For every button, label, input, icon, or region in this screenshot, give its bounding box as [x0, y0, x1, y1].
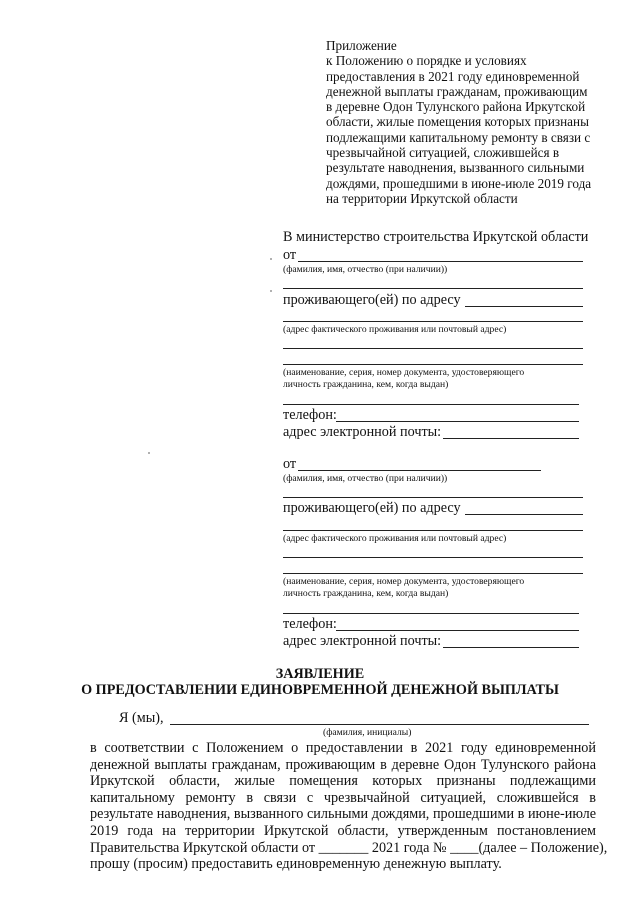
name-field[interactable] [298, 261, 583, 262]
appendix-line: результате наводнения, вызванного сильными [326, 160, 585, 176]
document-hint: (наименование, серия, номер документа, удостоверяющего [283, 367, 525, 378]
email-field[interactable] [443, 438, 579, 439]
appendix-line: предоставления в 2021 году единовременной [326, 68, 580, 84]
residing-label: проживающего(ей) по адресу [283, 292, 461, 308]
document-field-line3[interactable] [283, 613, 579, 614]
document-field-line3[interactable] [283, 404, 579, 405]
from-label: от [283, 456, 297, 472]
statement-subtitle: О ПРЕДОСТАВЛЕНИИ ЕДИНОВРЕМЕННОЙ ДЕНЕЖНОЙ ВЫПЛАТЫ [81, 682, 559, 698]
name-hint: (фамилия, имя, отчество (при наличии)) [283, 264, 448, 275]
appendix-line: денежной выплаты гражданам, проживающим [326, 83, 588, 99]
we-hint: (фамилия, инициалы) [323, 727, 412, 738]
we-name-field[interactable] [170, 724, 589, 725]
name-field-line2[interactable] [283, 497, 583, 498]
statement-title: ЗАЯВЛЕНИЕ [275, 666, 365, 682]
document-field[interactable] [283, 557, 583, 558]
phone-label: телефон: [283, 407, 337, 423]
address-hint: (адрес фактического проживания или почтовый адрес) [283, 324, 507, 335]
residing-label: проживающего(ей) по адресу [283, 500, 461, 516]
email-label: адрес электронной почты: [283, 633, 442, 649]
document-hint: (наименование, серия, номер документа, удостоверяющего [283, 576, 525, 587]
document-hint: личность гражданина, кем, когда выдан) [283, 379, 449, 390]
body-line: в соответствии с Положением о предоставлении в 2021 году единовременной [90, 740, 596, 756]
body-line: денежной выплаты гражданам, проживающим в деревне Одон Тулунского района [90, 756, 596, 773]
email-label: адрес электронной почты: [283, 424, 442, 440]
body-line: 2019 года на территории Иркутской области, утвержденным постановлением [90, 822, 596, 839]
body-line: Правительства Иркутской области от _______ 2021 года № ____(далее – Положение), [90, 839, 608, 856]
scan-speck [270, 258, 272, 260]
phone-field[interactable] [336, 421, 579, 422]
appendix-line: к Положению о порядке и условиях [326, 53, 527, 69]
document-hint: личность гражданина, кем, когда выдан) [283, 588, 449, 599]
phone-label: телефон: [283, 616, 337, 632]
phone-field[interactable] [336, 630, 579, 631]
address-field-line2[interactable] [283, 321, 583, 322]
appendix-line: Приложение [326, 38, 397, 53]
body-line: прошу (просим) предоставить единовременную денежную выплату. [90, 856, 502, 873]
document-field-line2[interactable] [283, 573, 583, 574]
appendix-line: на территории Иркутской области [326, 190, 518, 206]
body-line: Иркутской области, жилые помещения которых признаны подлежащими [90, 773, 596, 790]
appendix-line: чрезвычайной ситуацией, сложившейся в [326, 145, 560, 161]
scan-speck [270, 290, 272, 292]
appendix-line: области, жилые помещения которых признаны [326, 114, 589, 130]
document-field[interactable] [283, 348, 583, 349]
we-label: Я (мы), [119, 710, 164, 726]
appendix-line: дождями, прошедшими в июне-июле 2019 года [326, 175, 592, 191]
from-label: от [283, 247, 297, 263]
name-field[interactable] [298, 470, 541, 471]
body-line: капитальному ремонту в связи с чрезвычайной ситуацией, сложившейся в [90, 789, 596, 806]
address-hint: (адрес фактического проживания или почтовый адрес) [283, 533, 507, 544]
appendix-line: в деревне Одон Тулунского района Иркутской [326, 99, 586, 115]
addressee: В министерство строительства Иркутской области [283, 229, 589, 245]
document-field-line2[interactable] [283, 364, 583, 365]
address-field[interactable] [465, 514, 583, 515]
appendix-line: подлежащими капитальному ремонту в связи с [326, 129, 591, 145]
scan-speck [148, 452, 150, 454]
name-field-line2[interactable] [283, 288, 583, 289]
address-field[interactable] [465, 306, 583, 307]
statement-body [90, 740, 608, 873]
address-field-line2[interactable] [283, 530, 583, 531]
appendix-heading [326, 38, 596, 206]
email-field[interactable] [443, 647, 579, 648]
body-line: результате наводнения, вызванного сильными дождями, прошедшими в июне-июле [90, 806, 596, 823]
name-hint: (фамилия, имя, отчество (при наличии)) [283, 473, 448, 484]
